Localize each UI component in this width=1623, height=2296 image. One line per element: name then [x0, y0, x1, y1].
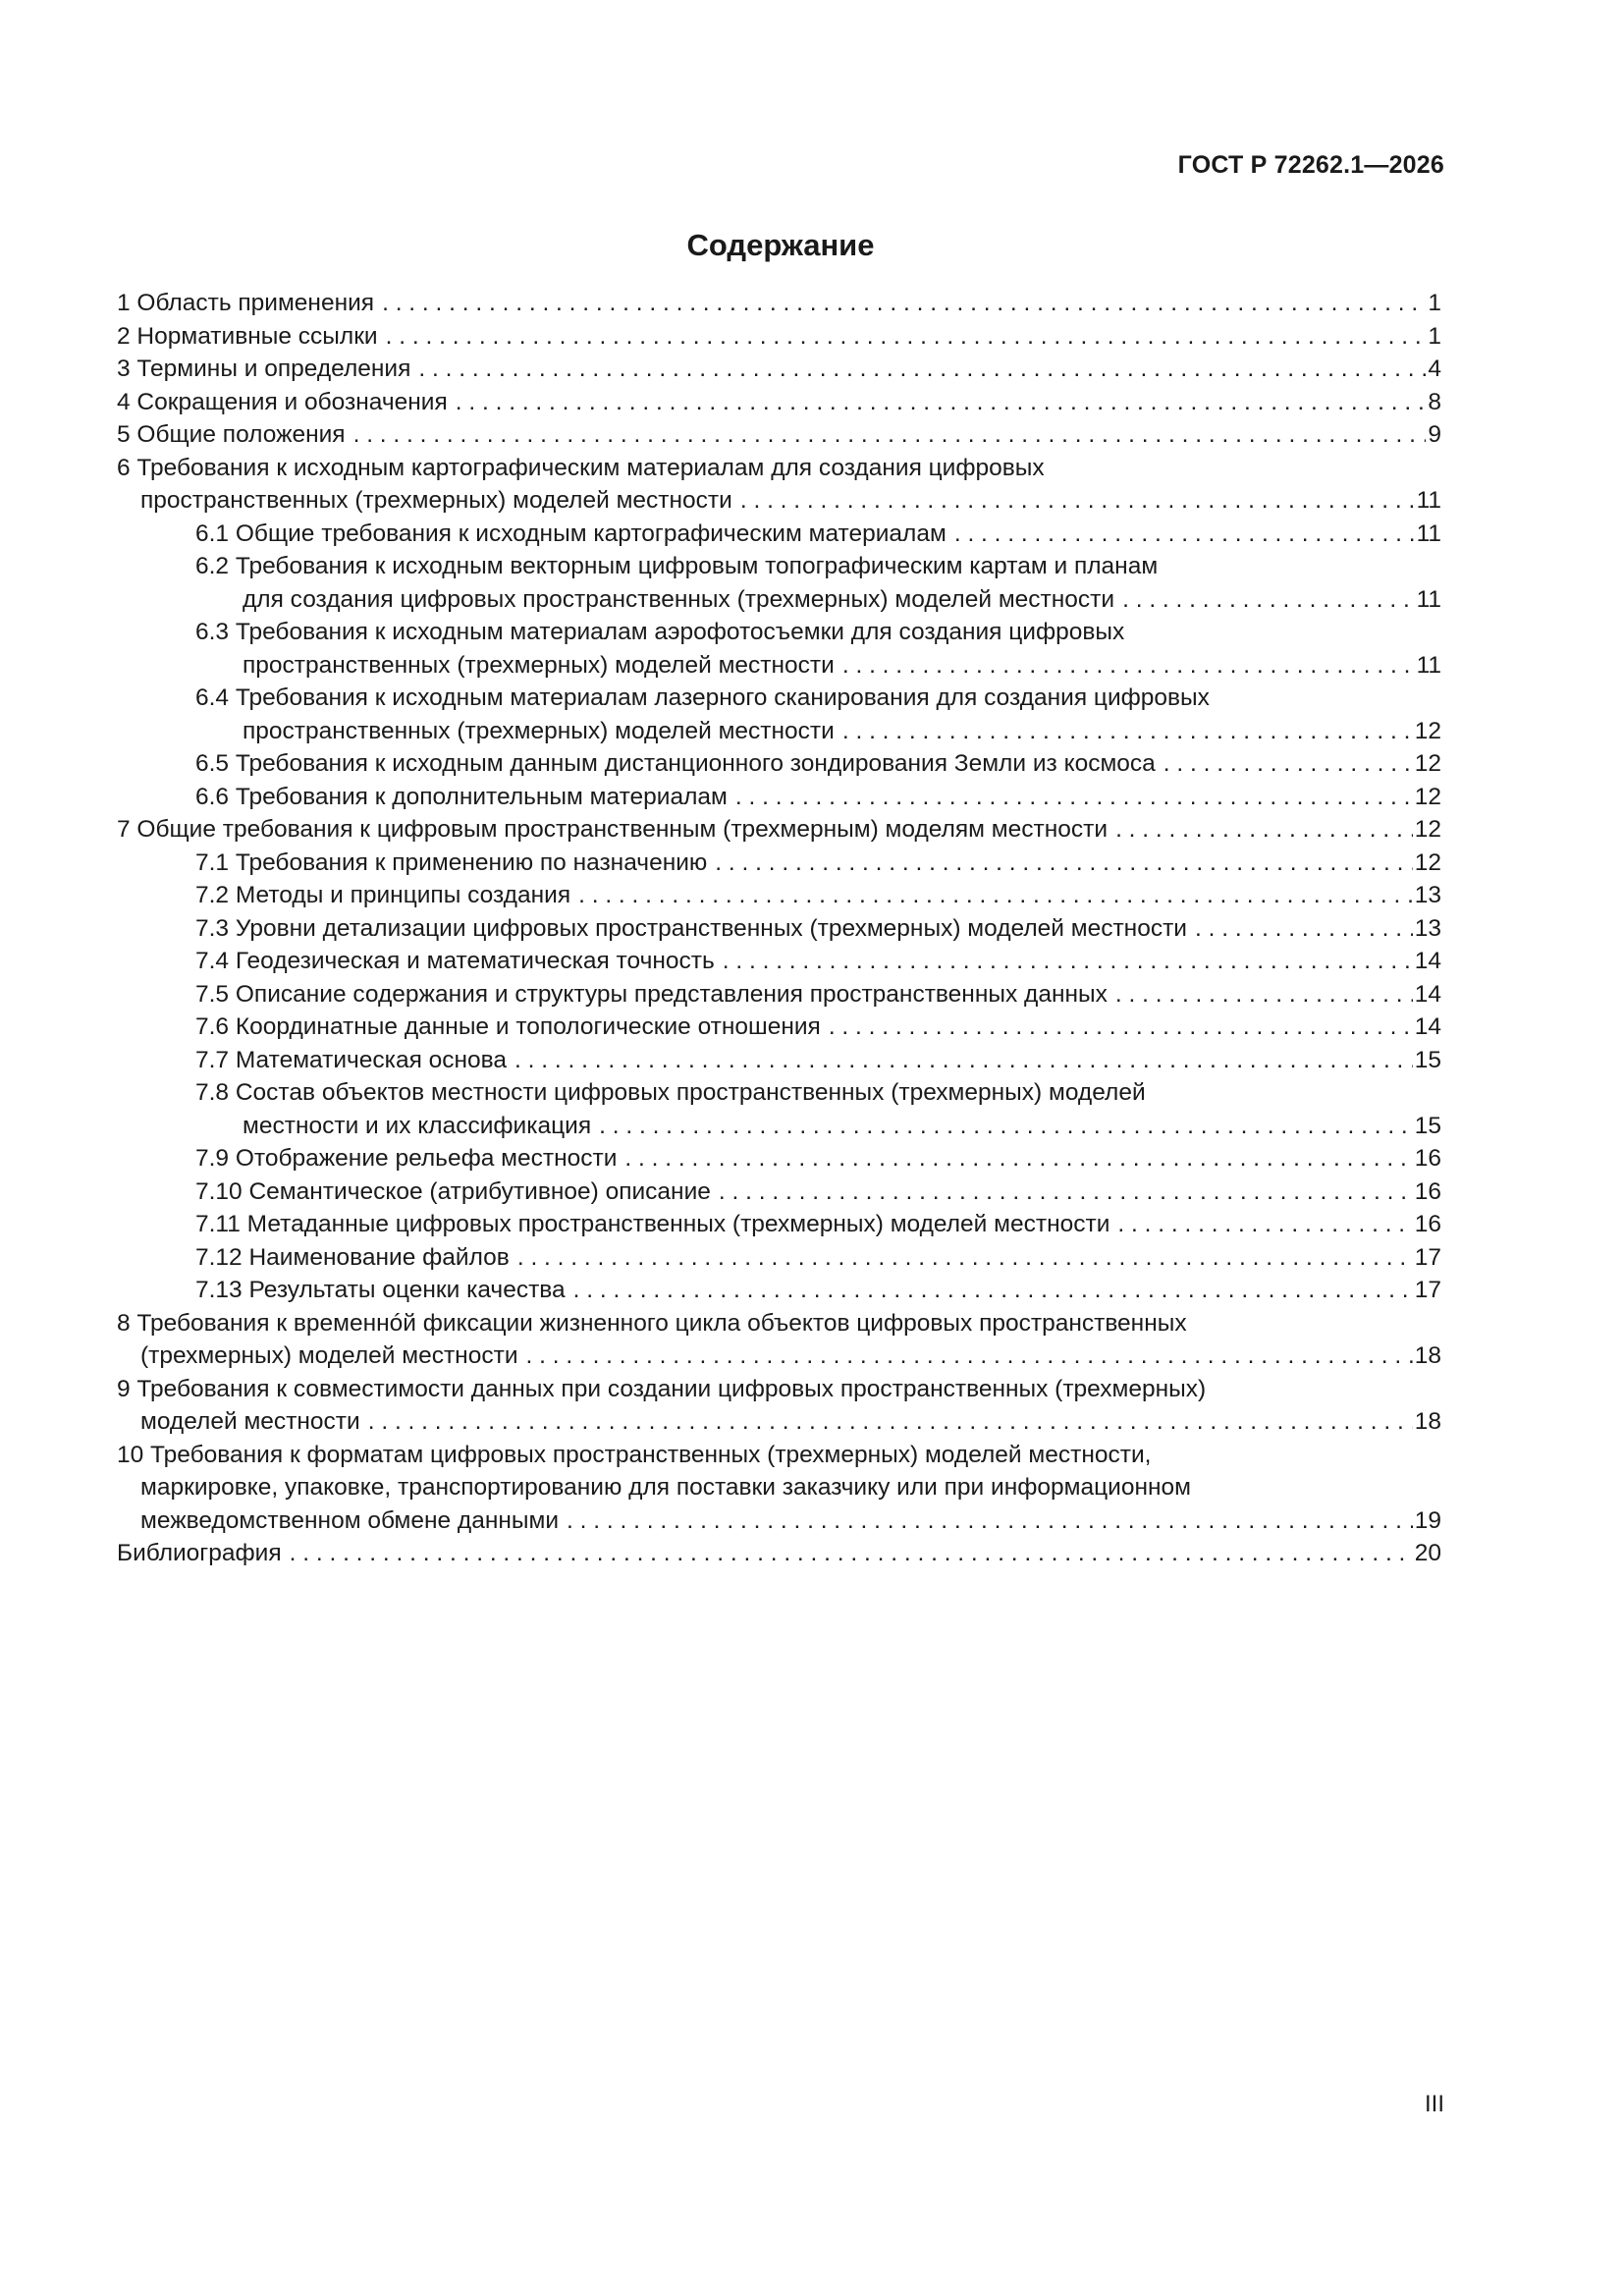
- toc-entry-text: моделей местности: [140, 1408, 360, 1435]
- dot-leader: [1195, 912, 1413, 946]
- toc-entry: [117, 978, 1441, 1011]
- toc-entry-page: 12: [1414, 816, 1441, 843]
- toc-entry-page: 20: [1414, 1540, 1441, 1566]
- toc-entry-page: 15: [1414, 1112, 1441, 1139]
- toc-entry-text: 7.5 Описание содержания и структуры представления пространственных данных: [195, 980, 1108, 1008]
- toc-entry-text: Библиография: [117, 1540, 282, 1566]
- toc-entry: [117, 1044, 1441, 1077]
- toc-entry: [117, 550, 1441, 616]
- toc-entry-text: 3 Термины и определения: [117, 355, 411, 382]
- dot-leader: [418, 353, 1426, 386]
- toc-entry: [117, 1439, 1441, 1538]
- toc-entry-text: 6.5 Требования к исходным данным дистанционного зондирования Земли из космоса: [195, 750, 1156, 777]
- dot-leader: [567, 1504, 1413, 1538]
- dot-leader: [526, 1339, 1413, 1373]
- toc-entry-text: (трехмерных) моделей местности: [140, 1342, 518, 1369]
- toc-entry: [117, 320, 1441, 354]
- toc-entry-text: 6.4 Требования к исходным материалам лазерного сканирования для создания цифровых: [195, 684, 1210, 711]
- toc-entry-text: 6.2 Требования к исходным векторным цифровым топографическим картам и планам: [195, 553, 1159, 579]
- toc-entry-text: 5 Общие положения: [117, 421, 346, 448]
- toc-entry: [117, 287, 1441, 320]
- dot-leader: [1163, 747, 1413, 781]
- toc-entry: [117, 847, 1441, 880]
- toc-entry-text: пространственных (трехмерных) моделей местности: [243, 717, 835, 744]
- toc-entry-page: 13: [1414, 914, 1441, 942]
- toc-entry: [117, 682, 1441, 747]
- toc-entry-text: 2 Нормативные ссылки: [117, 322, 378, 350]
- toc-entry-text: 6.3 Требования к исходным материалам аэрофотосъемки для создания цифровых: [195, 619, 1125, 645]
- toc-entry-page: 16: [1414, 1211, 1441, 1237]
- toc-entry-page: 11: [1416, 519, 1441, 547]
- dot-leader: [715, 847, 1412, 880]
- dot-leader: [290, 1537, 1413, 1570]
- toc-entry: [117, 1076, 1441, 1142]
- toc-entry: [117, 386, 1441, 419]
- toc-entry-page: 11: [1416, 651, 1441, 679]
- toc-entry-page: 9: [1428, 421, 1441, 448]
- dot-leader: [456, 386, 1427, 419]
- toc-entry: [117, 1241, 1441, 1275]
- toc-entry: [117, 616, 1441, 682]
- toc-entry: [117, 1537, 1441, 1570]
- dot-leader: [954, 518, 1415, 551]
- toc-entry-page: 11: [1416, 585, 1441, 613]
- toc-entry: [117, 945, 1441, 978]
- dot-leader: [382, 287, 1426, 320]
- toc-entry-text: 7.7 Математическая основа: [195, 1046, 508, 1073]
- toc-entry-page: 16: [1414, 1177, 1441, 1205]
- dot-leader: [624, 1142, 1412, 1175]
- toc-entry-text: 6.6 Требования к дополнительным материалам: [195, 783, 728, 810]
- dot-leader: [514, 1044, 1413, 1077]
- toc-entry-text: 7.9 Отображение рельефа местности: [195, 1145, 618, 1172]
- toc-entry: [117, 518, 1441, 551]
- toc-entry-page: 4: [1428, 355, 1441, 382]
- toc-entry-text: 7.8 Состав объектов местности цифровых пространственных (трехмерных) моделей: [195, 1079, 1146, 1106]
- toc-entry-text: маркировке, упаковке, транспортированию для поставки заказчику или при информационном: [140, 1474, 1191, 1501]
- toc-entry-text: пространственных (трехмерных) моделей местности: [243, 651, 835, 679]
- toc-entry-page: 18: [1414, 1408, 1441, 1435]
- toc-entry-text: 10 Требования к форматам цифровых пространственных (трехмерных) моделей местности,: [117, 1441, 1152, 1468]
- toc-entry-text: пространственных (трехмерных) моделей местности: [140, 487, 732, 514]
- toc-entry-text: 6 Требования к исходным картографическим материалам для создания цифровых: [117, 454, 1045, 481]
- toc-entry-page: 11: [1416, 487, 1441, 514]
- toc-entry-text: 7.6 Координатные данные и топологические отношения: [195, 1013, 821, 1040]
- page-number: III: [1424, 2091, 1444, 2117]
- toc-entry-text: 7.13 Результаты оценки качества: [195, 1277, 566, 1303]
- toc-entry-page: 13: [1414, 882, 1441, 908]
- toc-entry: [117, 1011, 1441, 1044]
- toc-entry-page: 14: [1414, 1013, 1441, 1040]
- toc-entry: [117, 912, 1441, 946]
- toc-entry: [117, 1274, 1441, 1307]
- dot-leader: [1117, 1208, 1412, 1241]
- toc-entry-text: 7.2 Методы и принципы создания: [195, 882, 571, 908]
- toc-entry-text: 4 Сокращения и обозначения: [117, 388, 448, 415]
- dot-leader: [573, 1274, 1413, 1307]
- toc-entry: [117, 418, 1441, 452]
- toc-entry-text: 7.1 Требования к применению по назначению: [195, 848, 708, 876]
- toc-entry: [117, 353, 1441, 386]
- toc-entry-text: 7 Общие требования к цифровым пространственным (трехмерным) моделям местности: [117, 816, 1109, 843]
- toc-entry: [117, 1307, 1441, 1373]
- dot-leader: [1115, 978, 1413, 1011]
- dot-leader: [353, 418, 1427, 452]
- toc-entry-text: 7.10 Семантическое (атрибутивное) описание: [195, 1177, 711, 1205]
- toc-entry: [117, 1373, 1441, 1439]
- dot-leader: [735, 781, 1413, 814]
- toc-entry-text: межведомственном обмене данными: [140, 1506, 560, 1534]
- toc-entry-text: местности и их классификация: [243, 1112, 592, 1139]
- dot-leader: [386, 320, 1427, 354]
- toc-entry-page: 17: [1414, 1277, 1441, 1303]
- toc-title: Содержание: [686, 228, 875, 262]
- document-code: ГОСТ Р 72262.1—2026: [1177, 151, 1444, 179]
- dot-leader: [842, 715, 1413, 748]
- toc-entry-text: 1 Область применения: [117, 290, 375, 316]
- toc-entry-text: 7.4 Геодезическая и математическая точность: [195, 948, 715, 974]
- toc-entry-page: 18: [1414, 1342, 1441, 1369]
- toc-entry-page: 19: [1414, 1506, 1441, 1534]
- toc-entry-text: 6.1 Общие требования к исходным картографическим материалам: [195, 519, 947, 547]
- dot-leader: [1122, 583, 1414, 617]
- toc-entry-page: 1: [1428, 322, 1441, 350]
- toc-entry-text: 7.11 Метаданные цифровых пространственных (трехмерных) моделей местности: [195, 1211, 1110, 1237]
- toc-entry: [117, 781, 1441, 814]
- toc-entry-page: 8: [1428, 388, 1441, 415]
- dot-leader: [368, 1405, 1413, 1439]
- toc-entry-text: 9 Требования к совместимости данных при создании цифровых пространственных (трехмерных): [117, 1375, 1207, 1402]
- dot-leader: [517, 1241, 1413, 1275]
- toc-entry-page: 1: [1428, 290, 1441, 316]
- toc-entry-page: 12: [1414, 848, 1441, 876]
- dot-leader: [740, 484, 1415, 518]
- toc-entry: [117, 1175, 1441, 1209]
- dot-leader: [1115, 813, 1413, 847]
- toc-entry-text: 7.3 Уровни детализации цифровых пространственных (трехмерных) моделей местности: [195, 914, 1187, 942]
- toc-entry-page: 12: [1414, 750, 1441, 777]
- toc-entry-text: 7.12 Наименование файлов: [195, 1243, 510, 1271]
- dot-leader: [829, 1011, 1413, 1044]
- toc-entry: [117, 879, 1441, 912]
- toc-entry-page: 12: [1414, 783, 1441, 810]
- dot-leader: [599, 1110, 1413, 1143]
- toc-entry: [117, 813, 1441, 847]
- toc-entry-page: 17: [1414, 1243, 1441, 1271]
- table-of-contents: [117, 287, 1441, 1570]
- dot-leader: [723, 945, 1413, 978]
- toc-entry-page: 15: [1414, 1046, 1441, 1073]
- toc-entry: [117, 1208, 1441, 1241]
- toc-entry: [117, 452, 1441, 518]
- toc-entry-page: 14: [1414, 980, 1441, 1008]
- toc-entry-page: 12: [1414, 717, 1441, 744]
- toc-entry-page: 14: [1414, 948, 1441, 974]
- toc-entry-page: 16: [1414, 1145, 1441, 1172]
- toc-entry-text: 8 Требования к временнóй фиксации жизненного цикла объектов цифровых пространственных: [117, 1309, 1187, 1337]
- toc-entry: [117, 747, 1441, 781]
- toc-entry-text: для создания цифровых пространственных (трехмерных) моделей местности: [243, 585, 1115, 613]
- dot-leader: [578, 879, 1413, 912]
- dot-leader: [842, 649, 1415, 683]
- toc-entry: [117, 1142, 1441, 1175]
- dot-leader: [719, 1175, 1413, 1209]
